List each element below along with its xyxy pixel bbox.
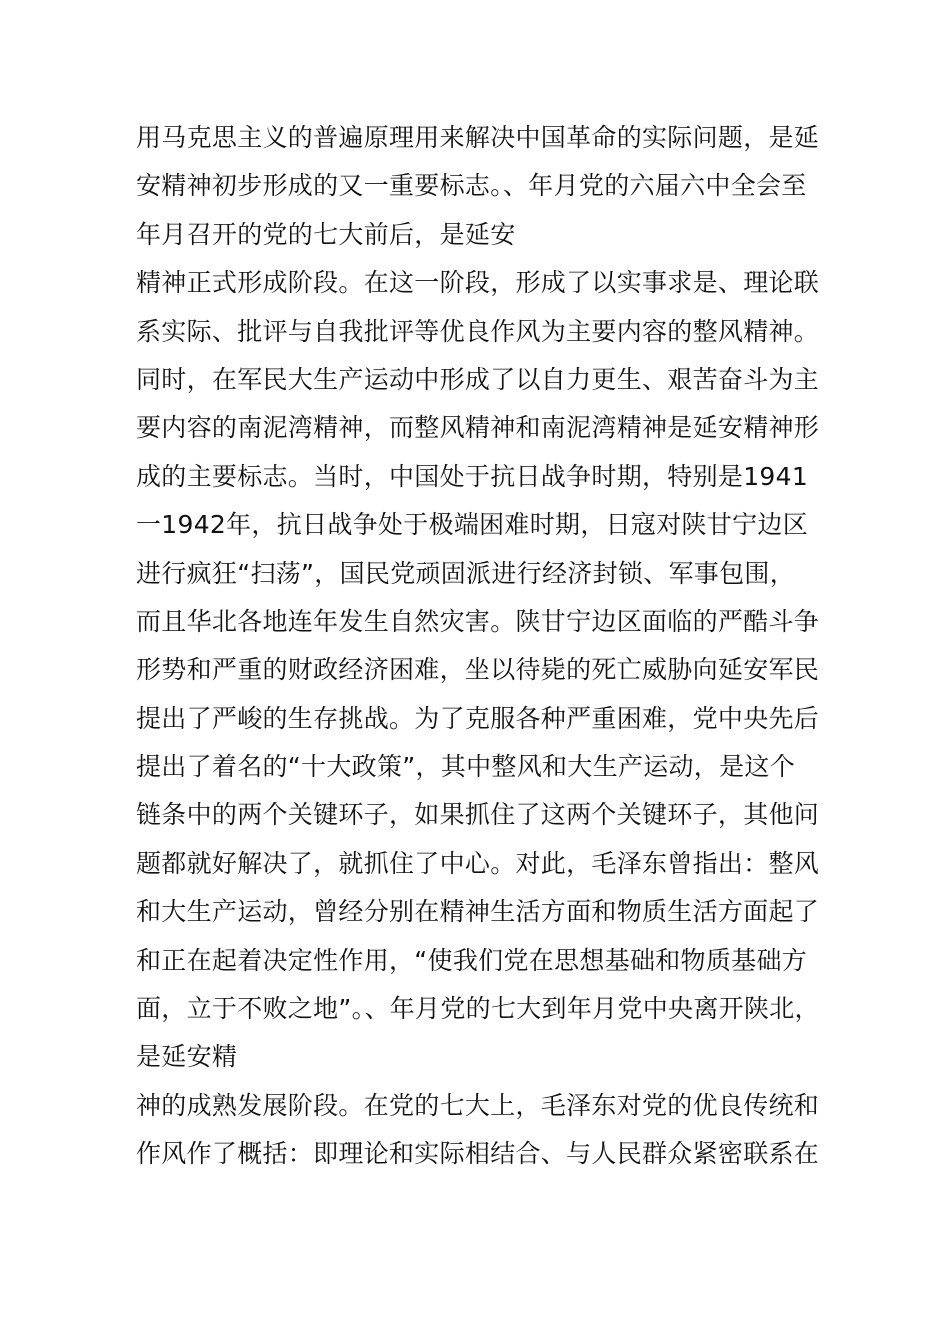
text-line: 是延安精 [136, 1042, 238, 1072]
document-body [136, 114, 836, 1179]
text-line: 和正在起着决定性作用，“使我们党在思想基础和物质基础方 [136, 945, 808, 975]
text-line: 一1942年，抗日战争处于极端困难时期，日寇对陕甘宁边区 [136, 510, 809, 540]
text-line: 进行疯狂“扫荡”，国民党顽固派进行经济封锁、军事包围， [136, 558, 796, 588]
text-line: 面，立于不败之地”。、年月党的七大到年月党中央离开陕北， [136, 994, 820, 1024]
text-line: 而且华北各地连年发生自然灾害。陕甘宁边区面临的严酷斗争 [136, 606, 820, 636]
text-line: 年月召开的党的七大前后，是延安 [136, 219, 516, 249]
text-line: 提出了严峻的生存挑战。为了克服各种严重困难，党中央先后 [136, 703, 820, 733]
text-line: 系实际、批评与自我批评等优良作风为主要内容的整风精神。 [136, 316, 820, 346]
text-line: 安精神初步形成的又一重要标志。、年月党的六届六中全会至 [136, 171, 807, 201]
text-line: 和大生产运动，曾经分别在精神生活方面和物质生活方面起了 [136, 897, 820, 927]
text-line: 精神正式形成阶段。在这一阶段，形成了以实事求是、理论联 [136, 268, 820, 298]
text-line: 成的主要标志。当时，中国处于抗日战争时期，特别是1941 [136, 461, 809, 491]
text-line: 同时，在军民大生产运动中形成了以自力更生、艰苦奋斗为主 [136, 364, 820, 394]
text-line: 形势和严重的财政经济困难，坐以待毙的死亡威胁向延安军民 [136, 655, 820, 685]
text-line: 链条中的两个关键环子，如果抓住了这两个关键环子，其他问 [136, 800, 820, 830]
text-line: 用马克思主义的普遍原理用来解决中国革命的实际问题，是延 [136, 123, 820, 152]
text-line: 提出了着名的“十大政策”，其中整风和大生产运动，是这个 [136, 752, 796, 782]
text-line: 要内容的南泥湾精神，而整风精神和南泥湾精神是延安精神形 [136, 413, 820, 443]
text-line: 神的成熟发展阶段。在党的七大上，毛泽东对党的优良传统和 [136, 1090, 820, 1120]
text-line: 题都就好解决了，就抓住了中心。对此，毛泽东曾指出：整风 [136, 848, 820, 878]
text-line: 作风作了概括：即理论和实际相结合、与人民群众紧密联系在 [136, 1139, 820, 1169]
